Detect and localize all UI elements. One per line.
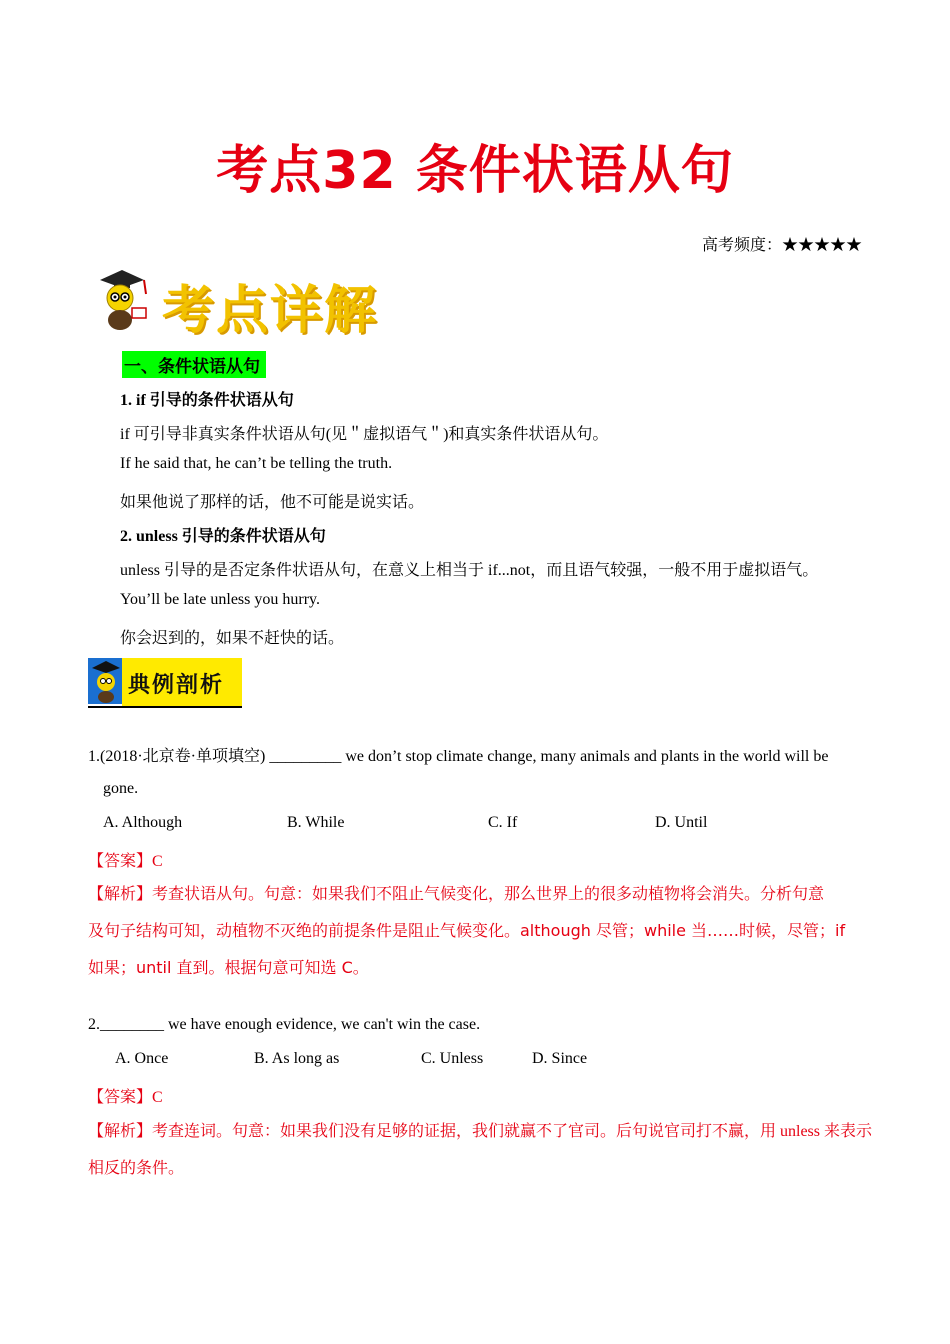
option-b: B. While — [287, 814, 345, 831]
question-1-stem-cont: gone. — [103, 780, 139, 797]
text-line: if 可引导非真实条件状语从句(见＂虚拟语气＂)和真实条件状语从句。 — [120, 426, 609, 443]
section-heading: 一、条件状语从句 — [122, 351, 266, 378]
section-banner-examples — [88, 658, 242, 706]
subheading-if: 1. if 引导的条件状语从句 — [120, 392, 294, 409]
question-2-stem: 2.________ we have enough evidence, we can't win the case. — [88, 1016, 481, 1033]
example-translation: 你会迟到的，如果不赶快的话。 — [120, 630, 345, 647]
option-a: A. Once — [115, 1050, 169, 1067]
example-sentence: You’ll be late unless you hurry. — [120, 591, 320, 608]
explanation-1-line: 如果；until 直到。根据句意可知选 C。 — [88, 958, 369, 977]
option-d: D. Since — [532, 1050, 588, 1067]
example-sentence: If he said that, he can’t be telling the truth. — [120, 455, 393, 472]
banner-title: 典例剖析 — [128, 673, 225, 698]
explanation-2-line: 【解析】考查连词。句意：如果我们没有足够的证据，我们就赢不了官司。后句说官司打不赢，用 unless 来表示 — [88, 1123, 873, 1140]
page-title: 考点32 条件状语从句 — [216, 141, 734, 201]
scholar-mascot-icon — [92, 266, 152, 332]
subheading-unless: 2. unless 引导的条件状语从句 — [120, 528, 326, 545]
text-line: unless 引导的是否定条件状语从句，在意义上相当于 if...not，而且语气较强，一般不用于虚拟语气。 — [120, 562, 819, 579]
banner-title: 考点详解 — [162, 280, 379, 341]
question-1-stem: 1.(2018·北京卷·单项填空) _________ we don’t stop climate change, many animals and plants in the world will be — [88, 748, 829, 765]
answer-2: 【答案】C — [88, 1089, 163, 1106]
option-a: A. Although — [103, 814, 183, 831]
option-c: C. Unless — [421, 1050, 484, 1067]
scholar-mascot-icon — [88, 658, 124, 704]
option-c: C. If — [488, 814, 518, 831]
option-b: B. As long as — [254, 1050, 340, 1067]
explanation-1-line: 及句子结构可知，动植物不灭绝的前提条件是阻止气候变化。although 尽管；while 当……时候，尽管；if — [88, 921, 846, 940]
explanation-2-line: 相反的条件。 — [88, 1160, 185, 1177]
option-d: D. Until — [655, 814, 708, 831]
answer-1: 【答案】C — [88, 853, 163, 870]
exam-frequency: 高考频度：★★★★★ — [701, 237, 862, 254]
explanation-1-line: 【解析】考查状语从句。句意：如果我们不阻止气候变化，那么世界上的很多动植物将会消失。分析句意 — [88, 884, 825, 903]
example-translation: 如果他说了那样的话，他不可能是说实话。 — [120, 494, 425, 511]
